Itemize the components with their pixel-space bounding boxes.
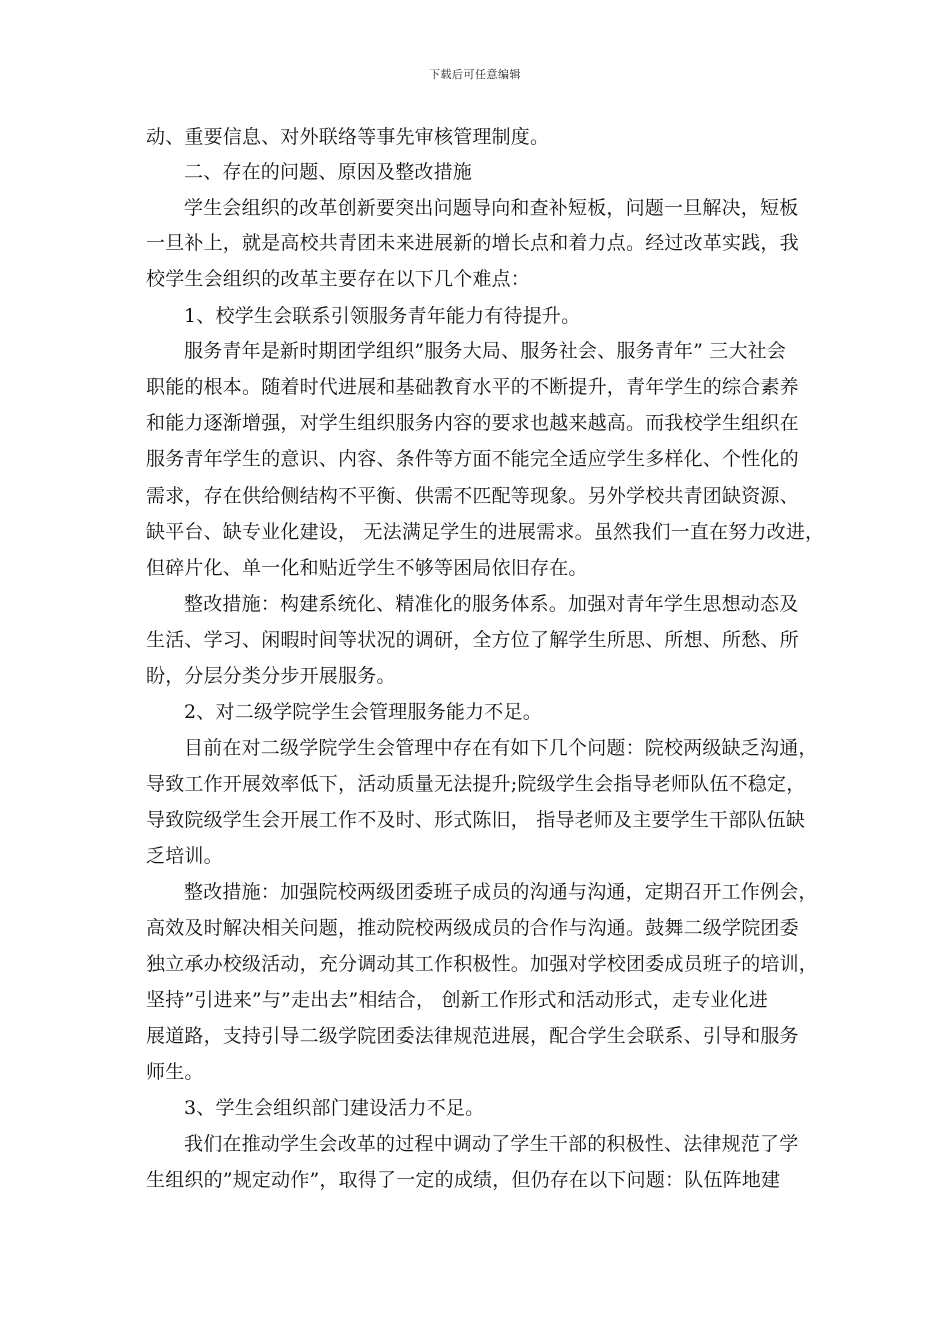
text-line: 整改措施：构建系统化、精准化的服务体系。加强对青年学生思想动态及 [184,593,799,615]
text-line: 生组织的”规定动作”，取得了一定的成绩，但仍存在以下问题：队伍阵地建 [146,1169,781,1191]
text-line: 需求，存在供给侧结构不平衡、供需不匹配等现象。另外学校共青团缺资源、 [146,485,799,507]
subsection-heading: 3、学生会组织部门建设活力不足。 [184,1097,485,1119]
text-line: 职能的根本。随着时代进展和基础教育水平的不断提升，青年学生的综合素养 [146,376,799,398]
text-line: 展道路，支持引导二级学院团委法律规范进展，配合学生会联系、引导和服务 [146,1025,799,1047]
subsection-heading: 2、对二级学院学生会管理服务能力不足。 [184,701,542,723]
text-line: 师生。 [146,1061,204,1083]
text-line: 服务青年是新时期团学组织”服务大局、服务社会、服务青年” 三大社会 [184,340,787,362]
text-line: 动、重要信息、对外联络等事先审核管理制度。 [146,126,550,148]
text-line: 我们在推动学生会改革的过程中调动了学生干部的积极性、法律规范了学 [184,1133,799,1155]
text-line: 但碎片化、单一化和贴近学生不够等困局依旧存在。 [146,557,588,579]
text-line: 生活、学习、闲暇时间等状况的调研，全方位了解学生所思、所想、所愁、所 [146,629,799,651]
text-line: 目前在对二级学院学生会管理中存在有如下几个问题：院校两级缺乏沟通， [184,737,818,759]
text-line: 和能力逐渐增强，对学生组织服务内容的要求也越来越高。而我校学生组织在 [146,412,799,434]
subsection-heading: 1、校学生会联系引领服务青年能力有待提升。 [184,305,581,327]
text-line: 独立承办校级活动，充分调动其工作积极性。加强对学校团委成员班子的培训， [146,953,819,975]
section-heading: 二、存在的问题、原因及整改措施 [184,161,473,183]
text-line: 乏培训。 [146,845,223,867]
text-line: 盼，分层分类分步开展服务。 [146,665,396,687]
text-line: 服务青年学生的意识、内容、条件等方面不能完全适应学生多样化、个性化的 [146,448,799,470]
text-line: 导致院级学生会开展工作不及时、形式陈旧， 指导老师及主要学生干部队伍缺 [146,809,806,831]
text-line: 一旦补上，就是高校共青团未来进展新的增长点和着力点。经过改革实践，我 [146,232,799,254]
text-line: 整改措施：加强院校两级团委班子成员的沟通与沟通，定期召开工作例会， [184,881,818,903]
text-line: 学生会组织的改革创新要突出问题导向和查补短板，问题一旦解决，短板 [184,197,799,219]
page-header: 下载后可任意编辑 [429,68,521,81]
text-line: 校学生会组织的改革主要存在以下几个难点： [146,268,531,290]
text-line: 缺平台、缺专业化建设， 无法满足学生的进展需求。虽然我们一直在努力改进， [146,521,825,543]
text-line: 高效及时解决相关问题，推动院校两级成员的合作与沟通。鼓舞二级学院团委 [146,917,799,939]
text-line: 坚持”引进来”与”走出去”相结合， 创新工作形式和活动形式，走专业化进 [146,989,768,1011]
text-line: 导致工作开展效率低下，活动质量无法提升;院级学生会指导老师队伍不稳定， [146,773,806,795]
